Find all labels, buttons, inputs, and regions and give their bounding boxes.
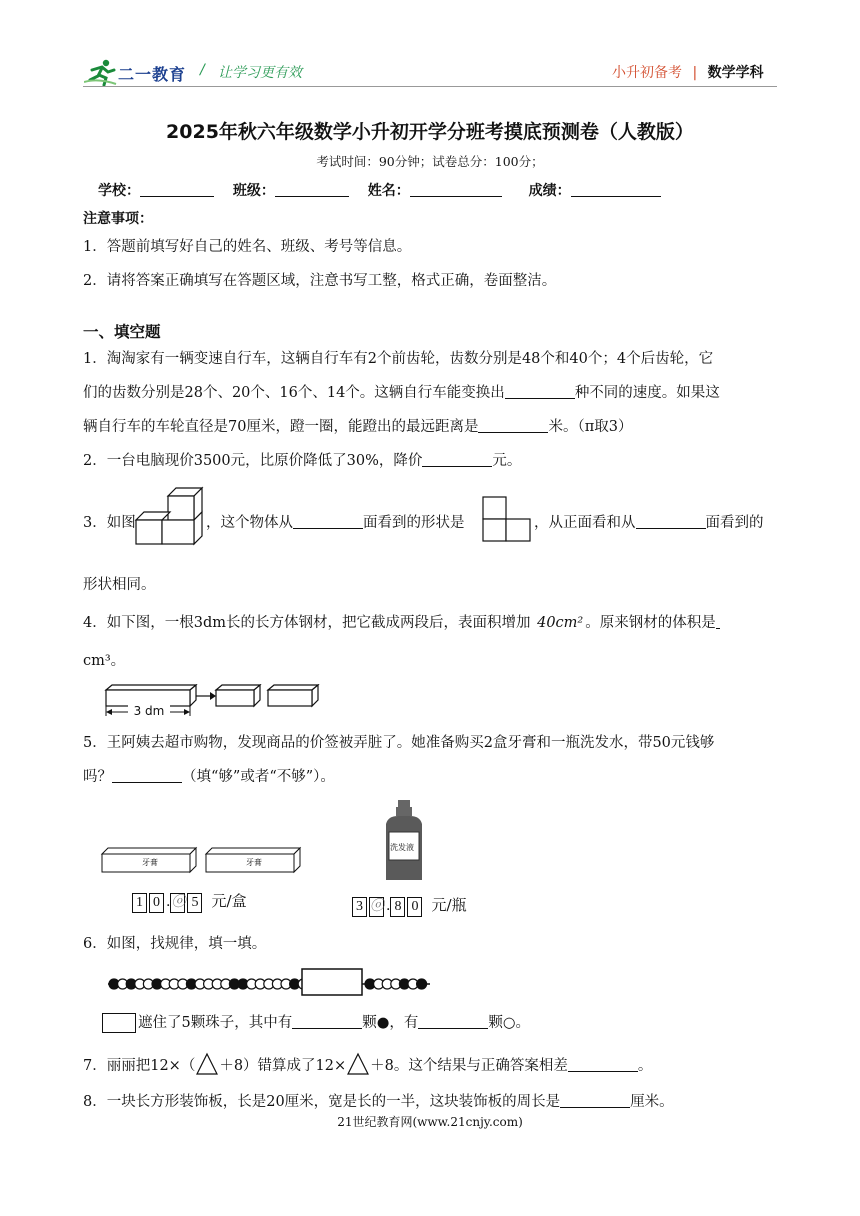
q4-formula: 40cm² (537, 615, 584, 631)
q1-line3-text-a: 辆自行车的车轮直径是70厘米，蹬一圈，能蹬出的最远距离是 (83, 419, 479, 435)
q7-text-a: 7．丽丽把12×（ (83, 1058, 196, 1074)
logo (84, 58, 194, 86)
toothpaste-box-figure (100, 846, 304, 876)
price1-smudge: ⓞ (170, 893, 185, 913)
score-label: 成绩： (528, 183, 571, 199)
note-item-2: 2．请将答案正确填写在答题区域，注意书写工整，格式正确，卷面整洁。 (83, 273, 557, 289)
header-slash: / (200, 62, 205, 78)
q4-text-a: 4．如下图，一根3dm长的长方体钢材，把它截成两段后，表面积增加 (83, 615, 531, 631)
student-fields (98, 180, 661, 200)
shampoo-bottle-figure (382, 798, 426, 884)
q8-text-a: 8．一块长方形装饰板，长是20厘米，宽是长的一半，这块装饰板的周长是 (83, 1094, 561, 1110)
q6-answer-blank-2[interactable] (418, 1014, 488, 1029)
black-bead (417, 979, 427, 989)
q1-line2 (83, 384, 720, 402)
q7-line (83, 1052, 652, 1076)
q1-line3 (83, 418, 632, 436)
slogan: 让学习更有效 (218, 65, 302, 81)
toothpaste-label-2: 牙膏 (246, 858, 262, 867)
q3-line1-cont (534, 514, 764, 532)
q2-text-a: 2．一台电脑现价3500元，比原价降低了30%，降价 (83, 453, 423, 469)
q4-text-b: 。原来钢材的体积是 (585, 615, 716, 631)
q8-line (83, 1093, 674, 1111)
q3-answer-blank-1[interactable] (293, 514, 363, 529)
q1-line3-text-b: 米。（π取3） (548, 419, 633, 435)
q5-line2 (83, 768, 335, 786)
exam-info: 考试时间：90分钟；试卷总分：100分； (316, 154, 544, 169)
page-title: 2025年秋六年级数学小升初开学分班考摸底预测卷（人教版） (166, 121, 694, 143)
q1-answer-blank-1[interactable] (505, 384, 575, 399)
bead-string-figure (104, 966, 434, 1000)
price1-digit-3: 5 (187, 893, 202, 913)
q6-text-b: 颗●，有 (362, 1015, 419, 1031)
q6-line2 (138, 1014, 530, 1032)
page-footer: 21世纪教育网(www.21cnjy.com) (337, 1115, 523, 1129)
q2-text-b: 元。 (492, 453, 522, 469)
q6-line1: 6．如图，找规律，填一填。 (83, 936, 267, 952)
q3-cube-stack-figure (134, 486, 206, 556)
q1-answer-blank-2[interactable] (478, 418, 548, 433)
class-label: 班级： (232, 183, 275, 199)
note-item-1: 1．答题前填写好自己的姓名、班级、考号等信息。 (83, 239, 412, 255)
q3-line2: 形状相同。 (83, 577, 156, 593)
q3-text-b: ，这个物体从 (206, 515, 293, 531)
q3-view-shape-figure (482, 496, 532, 544)
category-label: 小升初备考 (612, 65, 682, 81)
q1-line2-text-b: 种不同的速度。如果这 (574, 385, 720, 401)
toothpaste-price (132, 890, 247, 913)
class-field[interactable] (275, 182, 349, 197)
shampoo-label: 洗发液 (390, 843, 414, 852)
q4-answer-blank[interactable] (716, 614, 720, 629)
q6-text-c: 颗○。 (488, 1015, 531, 1031)
section-title: 一、填空题 (83, 323, 161, 341)
subject-label: 数学学科 (707, 65, 764, 81)
q4-fig-label: 3 dm (128, 704, 170, 718)
header-rule (83, 86, 777, 87)
school-label: 学校： (98, 183, 140, 199)
price2-point: . (386, 898, 391, 914)
price1-digit-1: 1 (132, 893, 147, 913)
header-category (612, 62, 764, 82)
q3-text-c: 面看到的形状是 (363, 515, 465, 531)
name-label: 姓名： (367, 183, 410, 199)
q2-line (83, 452, 521, 470)
q7-answer-blank[interactable] (568, 1057, 638, 1072)
q3-text-a: 3．如图 (83, 515, 136, 531)
q6-cover-box (102, 1013, 136, 1033)
q6-text-a: 遮住了5颗珠子，其中有 (138, 1015, 293, 1031)
q1-line1: 1．淘淘家有一辆变速自行车，这辆自行车有2个前齿轮，齿数分别是48个和40个；4个后齿轮，它 (83, 351, 714, 367)
price2-digit-3: 0 (407, 897, 422, 917)
q7-text-c: ＋8。这个结果与正确答案相差 (370, 1058, 568, 1074)
price2-digit-1: 3 (352, 897, 367, 917)
header-divider: | (692, 65, 698, 81)
q2-answer-blank[interactable] (422, 452, 492, 467)
price1-point: . (166, 894, 171, 910)
q7-text-d: 。 (637, 1058, 653, 1074)
q6-answer-blank-1[interactable] (292, 1014, 362, 1029)
q5-answer-blank[interactable] (112, 768, 182, 783)
school-field[interactable] (140, 182, 214, 197)
price2-digit-2: 8 (390, 897, 405, 917)
price2-smudge: ⓞ (369, 897, 384, 917)
price2-unit: 元/瓶 (431, 896, 467, 914)
triangle-icon (346, 1052, 370, 1076)
logo-text: 二一教育 (118, 65, 187, 84)
price1-digit-2: 0 (149, 893, 164, 913)
q3-text-e: 面看到的 (705, 515, 764, 531)
q5-text-b: （填“够”或者“不够”）。 (182, 769, 335, 785)
notes-heading: 注意事项： (83, 211, 153, 227)
q1-line2-text-a: 们的齿数分别是28个、20个、16个、14个。这辆自行车能变换出 (83, 385, 505, 401)
q5-text-a: 吗？ (83, 769, 112, 785)
shampoo-price (352, 894, 467, 917)
q5-line1: 5．王阿姨去超市购物，发现商品的价签被弄脏了。她准备购买2盒牙膏和一瓶洗发水，带50元钱够 (83, 735, 715, 751)
q4-line2: cm³。 (83, 653, 126, 669)
score-field[interactable] (571, 182, 661, 197)
q7-text-b: ＋8）错算成了12× (219, 1058, 347, 1074)
runner-logo-icon (84, 58, 118, 86)
q3-answer-blank-2[interactable] (636, 514, 706, 529)
q3-text-d: ，从正面看和从 (534, 515, 636, 531)
toothpaste-label-1: 牙膏 (142, 858, 158, 867)
q8-answer-blank[interactable] (560, 1093, 630, 1108)
q3-line1 (206, 514, 465, 532)
triangle-icon (195, 1052, 219, 1076)
q4-line1 (83, 614, 720, 632)
q8-text-b: 厘米。 (630, 1094, 674, 1110)
name-field[interactable] (410, 182, 502, 197)
price1-unit: 元/盒 (211, 892, 247, 910)
